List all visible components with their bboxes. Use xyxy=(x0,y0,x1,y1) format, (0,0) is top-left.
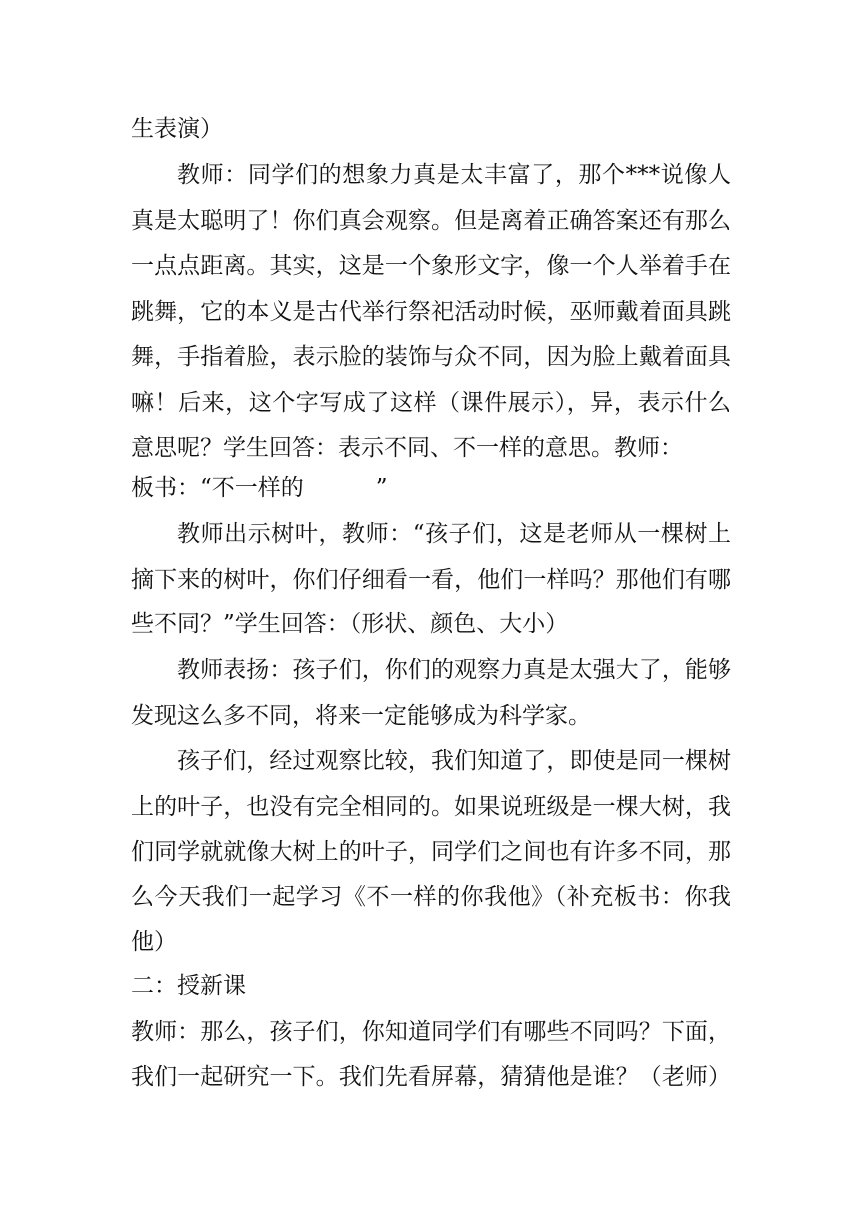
text-line: 教师出示树叶，教师：“孩子们，这是老师从一棵树上 xyxy=(177,521,731,547)
text-line: 上的叶子，也没有完全相同的。如果说班级是一棵大树，我 xyxy=(131,794,731,820)
text-line: 教师：同学们的想象力真是太丰富了，那个***说像人 xyxy=(177,162,731,188)
text-line: 生表演） xyxy=(131,116,223,142)
text-line: 孩子们，经过观察比较，我们知道了，即使是同一棵树 xyxy=(177,748,731,774)
board-writing-quote: ” xyxy=(375,475,388,501)
text-line: 摘下来的树叶，你们仔细看一看，他们一样吗？那他们有哪 xyxy=(131,567,731,593)
text-line: 真是太聪明了！你们真会观察。但是离着正确答案还有那么 xyxy=(131,208,731,234)
text-line: 么今天我们一起学习《不一样的你我他》（补充板书：你我 xyxy=(131,884,731,910)
text-line: 舞，手指着脸，表示脸的装饰与众不同，因为脸上戴着面具 xyxy=(131,344,731,370)
text-line: 教师表扬：孩子们，你们的观察力真是太强大了，能够 xyxy=(177,657,731,683)
section-heading: 二：授新课 xyxy=(131,973,246,999)
text-line: 他） xyxy=(131,929,177,955)
text-line: 教师：那么，孩子们，你知道同学们有哪些不同吗？下面， xyxy=(131,1019,731,1045)
text-line: 跳舞，它的本义是古代举行祭祀活动时候，巫师戴着面具跳 xyxy=(131,299,731,325)
text-line: 意思呢？学生回答：表示不同、不一样的意思。教师： xyxy=(131,435,683,461)
text-line: 一点点距离。其实，这是一个象形文字，像一个人举着手在 xyxy=(131,253,731,279)
board-writing-line xyxy=(131,465,731,511)
text-line: 我们一起研究一下。我们先看屏幕，猜猜他是谁？（老师） xyxy=(131,1064,731,1090)
text-line: 发现这么多不同，将来一定能够成为科学家。 xyxy=(131,703,591,729)
text-line: 嘛！后来，这个字写成了这样（课件展示），异，表示什么 xyxy=(131,390,731,416)
board-writing-text: 板书：“不一样的 xyxy=(131,475,304,501)
text-line: 们同学就就像大树上的叶子，同学们之间也有许多不同，那 xyxy=(131,839,731,865)
text-line: 些不同？”学生回答：（形状、颜色、大小） xyxy=(131,611,569,637)
